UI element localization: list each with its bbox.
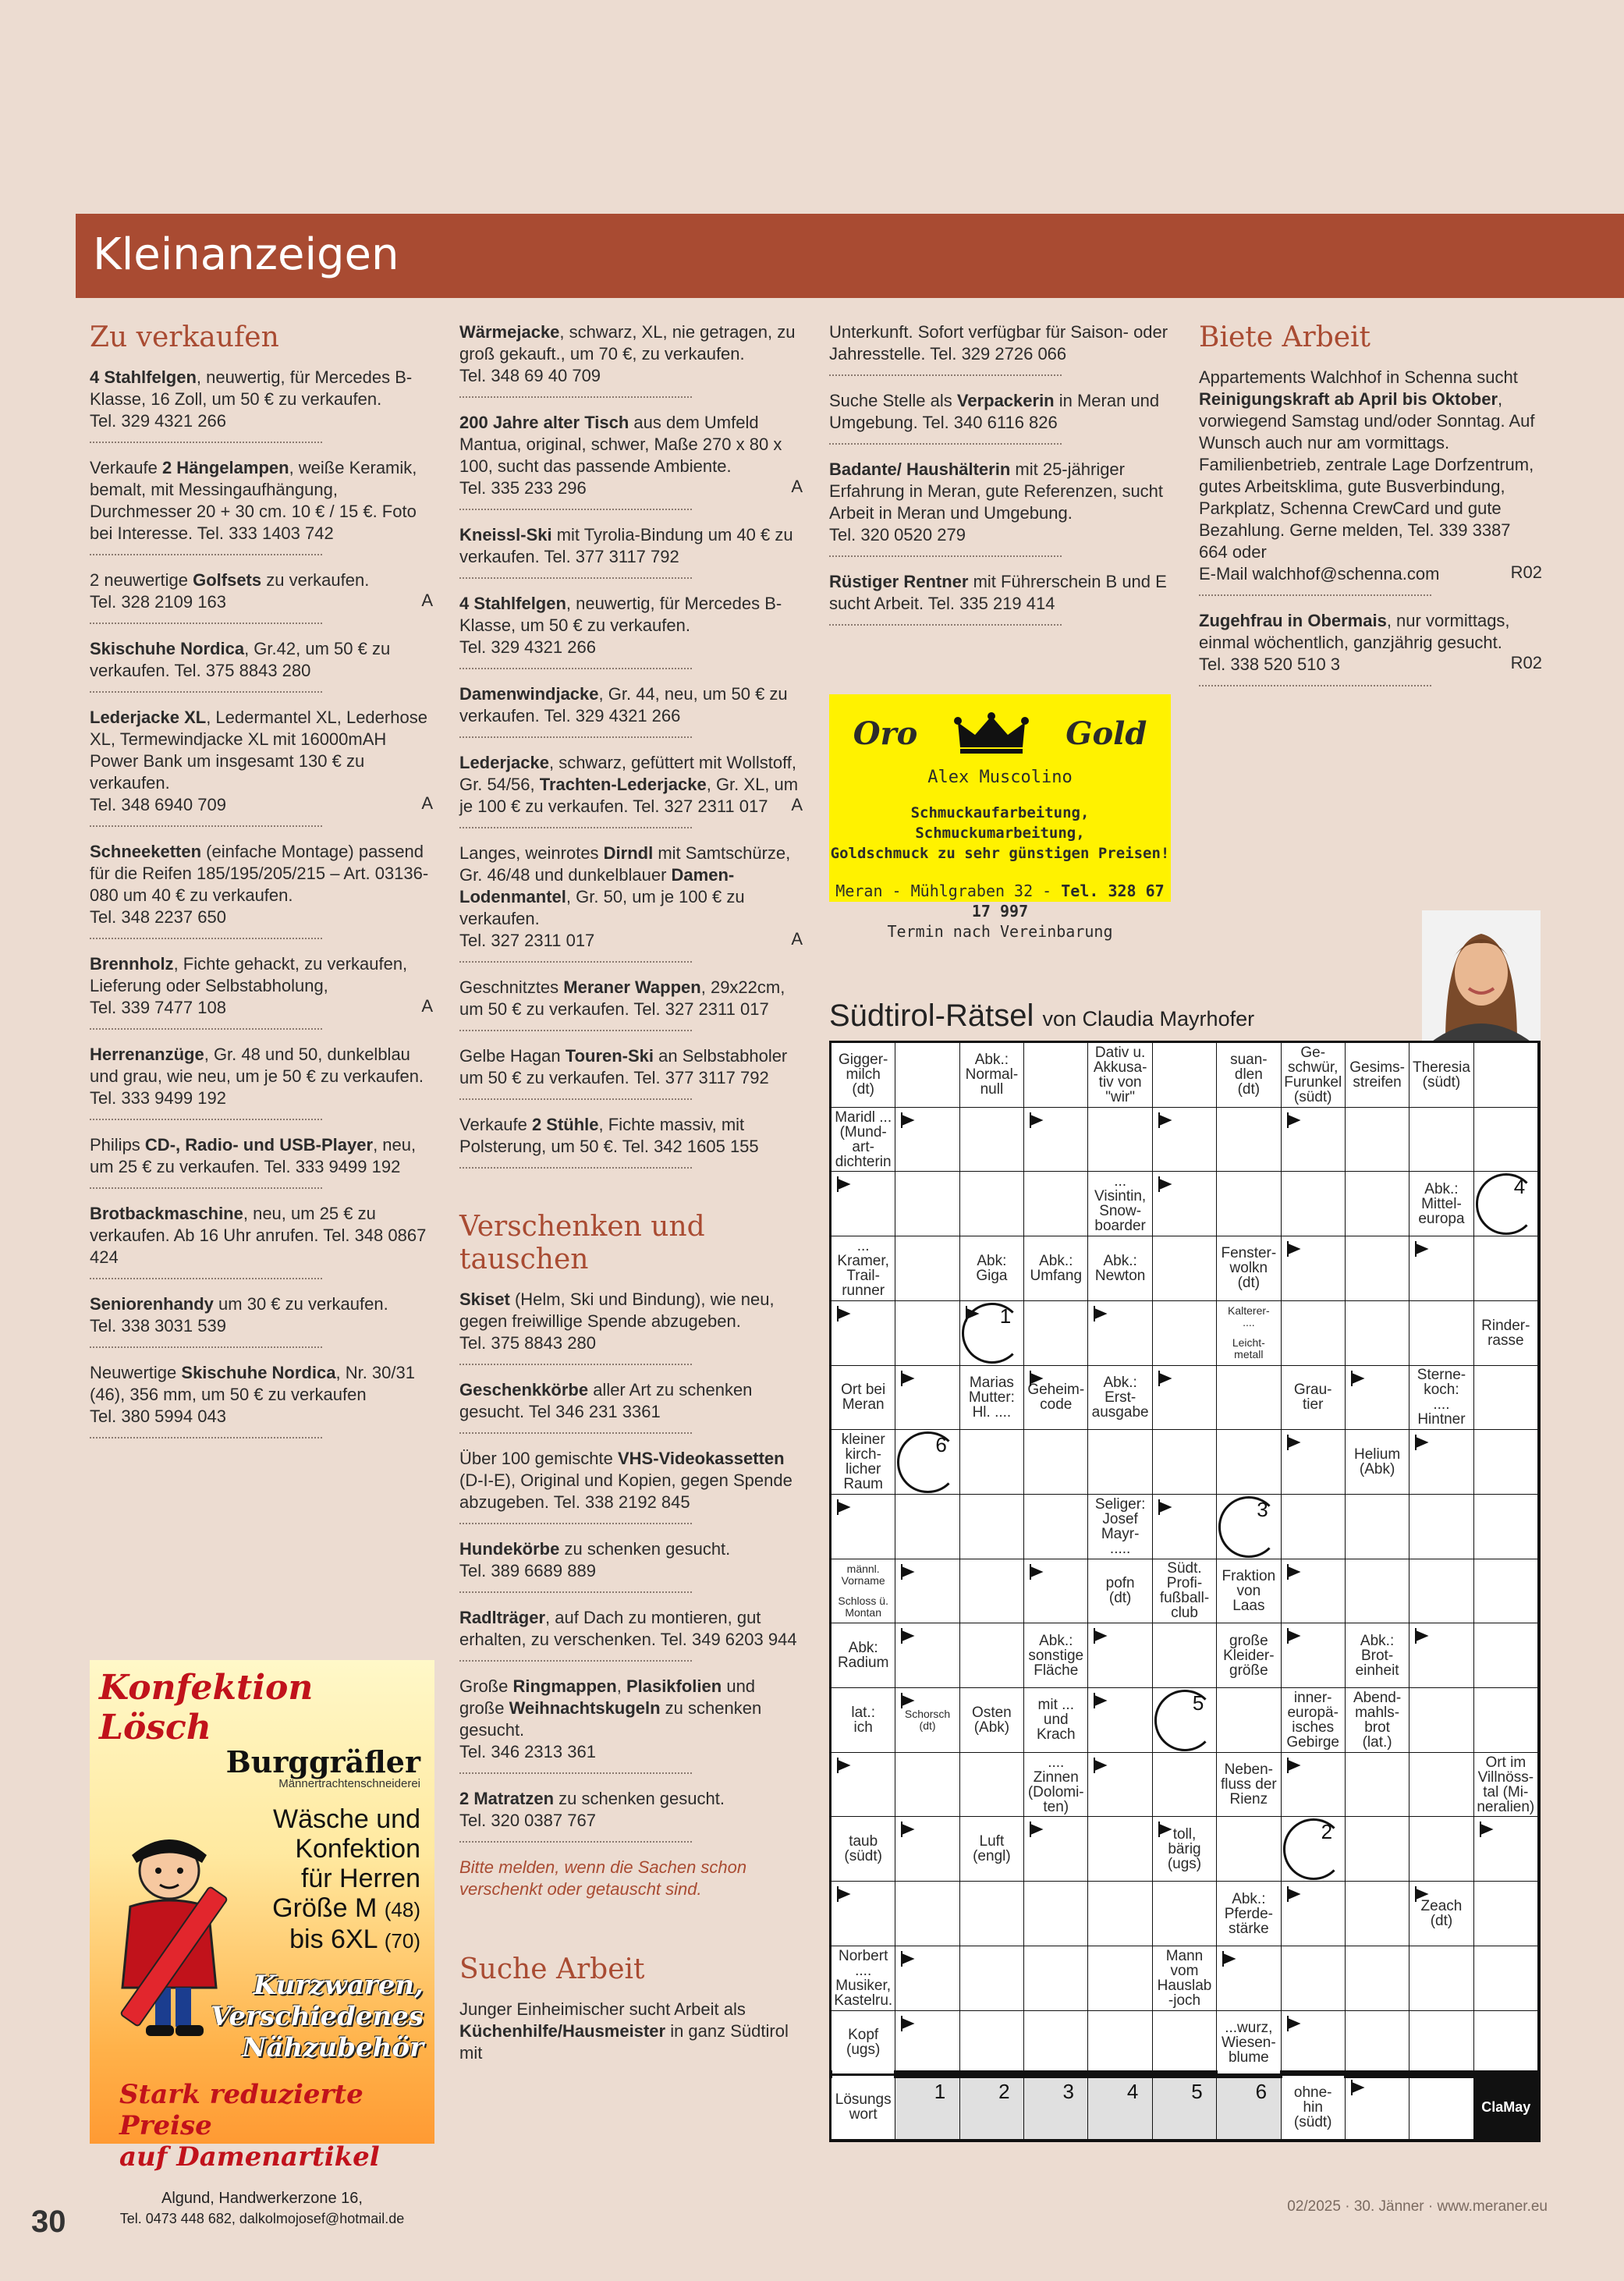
classified-ad: 2 neuwertige Golfsets zu verkaufen. Tel. 328 2109 163 A (90, 569, 433, 624)
konf-reduced: Stark reduzierte Preise auf Damenartikel (119, 2079, 380, 2173)
konf-title: Konfektion Lösch (99, 1668, 314, 1747)
solution-number-marker (897, 1431, 958, 1493)
crossword-cell[interactable] (1282, 1301, 1346, 1366)
solution-number: 6 (935, 1433, 947, 1457)
crossword-cell[interactable] (1024, 1043, 1088, 1108)
konf-kurzwaren: Kurzwaren, Verschiedenes Nähzubehör (211, 1970, 424, 2063)
classified-ad: 4 Stahlfelgen, neuwertig, für Mercedes B-Klasse, 16 Zoll, um 50 € zu verkaufen. Tel. 329 4321 266 (90, 367, 433, 443)
column-4 (1199, 321, 1542, 701)
konf-subtitle: Burggräfler (225, 1744, 420, 1779)
crossword-cell[interactable] (1024, 1946, 1088, 2011)
clue-arrow-icon (1158, 1499, 1172, 1517)
crossword-cell[interactable] (1474, 1946, 1538, 2011)
crossword-cell[interactable] (895, 1172, 959, 1236)
crossword-clue: Sterne- koch: .... Hintner (1410, 1367, 1472, 1429)
crossword-cell[interactable] (1153, 2075, 1217, 2140)
crossword-cell[interactable] (1474, 1108, 1538, 1172)
solution-number: 5 (1192, 1691, 1204, 1715)
crossword-cell[interactable] (1153, 1882, 1217, 1946)
crossword-cell[interactable] (1153, 1623, 1217, 1688)
classified-ad: Lederjacke XL, Ledermantel XL, Lederhose XL, Termewindjacke XL mit 16000mAH Power Bank um insgesamt 130 € zu verkaufen. Tel. 348 6940 709 A (90, 707, 433, 827)
clue-arrow-icon (1093, 1628, 1107, 1645)
classified-ad: Geschnitztes Meraner Wappen, 29x22cm, um 50 € zu verkaufen. Tel. 327 2311 017 (459, 977, 803, 1031)
crossword-cell[interactable] (1474, 1043, 1538, 1108)
crossword-cell[interactable] (1024, 1882, 1088, 1946)
clue-arrow-icon (1286, 1112, 1300, 1130)
crossword-clue: große Kleider- größe (1218, 1624, 1279, 1687)
crossword-clue: Kalterer- .... (1218, 1302, 1279, 1332)
crossword-cell[interactable] (1088, 1882, 1152, 1946)
oro-owner: Alex Muscolino (927, 768, 1073, 787)
solution-number: 1 (999, 1304, 1012, 1328)
solution-slot-number: 2 (998, 2080, 1010, 2104)
solution-number-marker (1154, 1690, 1215, 1751)
classified-ad: Herrenanzüge, Gr. 48 und 50, dunkelblau und grau, wie neu, um je 50 € zu verkaufen. Tel. 333 9499 192 (90, 1044, 433, 1120)
solution-number: 3 (1257, 1497, 1268, 1521)
solution-slot-number: 3 (1062, 2080, 1074, 2104)
classified-ad: Badante/ Haushälterin mit 25-jähriger Erfahrung in Meran, gute Referenzen, sucht Arbeit in Meran und Umgebung. Tel. 320 0520 279 (829, 459, 1172, 557)
crown-icon (956, 713, 1027, 754)
crossword-clue: Kopf (ugs) (832, 2012, 894, 2074)
crossword-cell[interactable] (1409, 1108, 1473, 1172)
crossword-cell[interactable] (1217, 2075, 1281, 2140)
crossword-clue: Ort bei Meran (832, 1367, 894, 1429)
crossword-cell[interactable] (1024, 1430, 1088, 1495)
classified-ad: Rüstiger Rentner mit Führerschein B und E sucht Arbeit. Tel. 335 219 414 (829, 571, 1172, 626)
classified-ad: Große Ringmappen, Plasikfolien und große Weihnachtskugeln zu schenken gesucht. Tel. 346 2313 361 (459, 1676, 803, 1774)
crossword-cell[interactable] (1217, 1688, 1281, 1753)
crossword-clue: Dativ u. Akkusa- tiv von "wir" (1089, 1044, 1151, 1106)
crossword-cell[interactable] (1346, 2011, 1409, 2076)
crossword-clue: Abk.: Erst- ausgabe (1089, 1367, 1151, 1429)
solution-slot-number: 1 (934, 2080, 946, 2104)
solution-number-marker (1476, 1173, 1537, 1235)
clue-arrow-icon (1286, 1886, 1300, 1903)
crossword-cell[interactable] (960, 2011, 1024, 2076)
crossword-cell[interactable] (1409, 1946, 1473, 2011)
clue-arrow-icon (836, 1499, 850, 1517)
clue-arrow-icon (1286, 1564, 1300, 1581)
clue-arrow-icon (1286, 2016, 1300, 2033)
konf-contact: Algund, Handwerkerzone 16, Tel. 0473 448 682, dalkolmojosef@hotmail.de (119, 2190, 405, 2226)
classified-ad: Verkaufe 2 Hängelampen, weiße Keramik, bemalt, mit Messingaufhängung, Durchmesser 20 + 30 cm. 10 € / 15 €. Foto bei Interesse. Tel. 333 1403 742 (90, 457, 433, 555)
ads-list-col2a (459, 321, 803, 1169)
crossword-cell[interactable] (1217, 1108, 1281, 1172)
classified-ad: 2 Matratzen zu schenken gesucht. Tel. 320 0387 767 (459, 1788, 803, 1843)
solution-number-marker (1283, 1818, 1344, 1880)
crossword-clue: .... Zinnen (Dolomi- ten) (1025, 1754, 1087, 1816)
crossword-cell[interactable] (1409, 1688, 1473, 1753)
classified-ad: Skischuhe Nordica, Gr.42, um 50 € zu verkaufen. Tel. 375 8843 280 (90, 638, 433, 693)
classified-ad: Über 100 gemischte VHS-Videokassetten (D-I-E), Original und Kopien, gegen Spende abzugeben. Tel. 338 2192 845 (459, 1448, 803, 1524)
solution-separator (832, 2070, 1538, 2078)
crossword-cell[interactable] (1474, 1623, 1538, 1688)
crossword-clue: Helium (Abk) (1346, 1431, 1408, 1493)
column-2 (459, 321, 803, 2089)
crossword-clue: ohne- hin (südt) (1282, 2076, 1344, 2138)
ad-suche-kuechenhilfe: Junger Einheimischer sucht Arbeit als Küchenhilfe/Hausmeister in ganz Südtirol mit (459, 1999, 789, 2063)
crossword-clue: Geheim- code (1025, 1367, 1087, 1429)
clue-arrow-icon (1222, 1951, 1236, 1968)
crossword-cell[interactable] (1346, 1882, 1409, 1946)
clue-arrow-icon (900, 1371, 914, 1388)
crossword-cell[interactable] (1409, 1753, 1473, 1818)
crossword-cell[interactable] (1409, 2011, 1473, 2076)
classified-ad: Langes, weinrotes Dirndl mit Samtschürze, Gr. 46/48 und dunkelblauer Damen-Lodenmantel, Gr. 50, um je 100 € zu verkaufen. Tel. 327 2311 017 A (459, 843, 803, 963)
crossword-clue: Leicht- metall (1218, 1334, 1279, 1364)
classified-ad: Damenwindjacke, Gr. 44, neu, um 50 € zu verkaufen. Tel. 329 4321 266 (459, 683, 803, 738)
crossword-clue: Marias Mutter: Hl. .... (961, 1367, 1023, 1429)
author-portrait-icon (1422, 910, 1541, 1043)
classified-ad: Kneissl-Ski mit Tyrolia-Bindung um 40 € zu verkaufen. Tel. 377 3117 792 (459, 524, 803, 579)
clue-arrow-icon (1414, 1886, 1428, 1903)
clue-arrow-icon (836, 1306, 850, 1323)
classified-ad: Skiset (Helm, Ski und Bindung), wie neu, gegen freiwillige Spende abzugeben. Tel. 375 8843 280 (459, 1289, 803, 1365)
crossword-cell[interactable] (1409, 1495, 1473, 1559)
crossword-clue: Abend- mahls- brot (lat.) (1346, 1689, 1408, 1751)
crossword-cell[interactable] (1346, 1559, 1409, 1624)
crossword-cell[interactable] (895, 1495, 959, 1559)
clue-arrow-icon (1029, 1822, 1043, 1839)
crossword-cell[interactable] (960, 1108, 1024, 1172)
classified-ad: Gelbe Hagan Touren-Ski an Selbstabholer um 50 € zu verkaufen. Tel. 377 3117 792 (459, 1045, 803, 1100)
clue-arrow-icon (836, 1886, 850, 1903)
crossword-cell[interactable] (1024, 1495, 1088, 1559)
clue-arrow-icon (965, 1306, 979, 1323)
crossword-clue: Gigger- milch (dt) (832, 1044, 894, 1106)
crossword-clue: Abk.: Pferde- stärke (1218, 1882, 1279, 1945)
clue-arrow-icon (900, 1628, 914, 1645)
classified-ad: Unterkunft. Sofort verfügbar für Saison- oder Jahresstelle. Tel. 329 2726 066 (829, 321, 1172, 376)
ad-code: A (421, 793, 433, 813)
section-title-verkaufen: Zu verkaufen (90, 321, 279, 353)
clue-arrow-icon (900, 1112, 914, 1130)
crossword-cell[interactable] (1088, 1946, 1152, 2011)
crossword-clue: Lösungs wort (832, 2076, 894, 2138)
classified-ad: 200 Jahre alter Tisch aus dem Umfeld Mantua, original, schwer, Maße 270 x 80 x 100, sucht das passende Ambiente. Tel. 335 233 296 A (459, 412, 803, 510)
clue-arrow-icon (900, 1822, 914, 1839)
clue-arrow-icon (900, 1951, 914, 1968)
crossword-cell[interactable] (1153, 1753, 1217, 1818)
section-title-biete: Biete Arbeit (1199, 321, 1371, 353)
crossword-clue: Abk.: Newton (1089, 1237, 1151, 1300)
crossword-cell[interactable] (895, 1882, 959, 1946)
crossword-cell[interactable] (1282, 1172, 1346, 1236)
crossword-cell[interactable] (895, 1236, 959, 1301)
clue-arrow-icon (1093, 1306, 1107, 1323)
issue-info: 02/2025 · 30. Jänner · www.meraner.eu (1287, 2198, 1548, 2215)
ad-code: R02 (1510, 653, 1542, 672)
crossword-clue: ... Kramer, Trail- runner (832, 1237, 894, 1300)
crossword-cell[interactable] (1024, 1301, 1088, 1366)
classified-ad: Geschenkkörbe aller Art zu schenken gesucht. Tel 346 231 3361 (459, 1379, 803, 1434)
crossword-grid[interactable] (829, 1041, 1541, 2142)
clue-arrow-icon (1414, 1628, 1428, 1645)
crossword-cell[interactable] (960, 1430, 1024, 1495)
crossword-cell[interactable] (960, 1559, 1024, 1624)
crossword-cell[interactable] (1024, 1172, 1088, 1236)
crossword-clue: Mann vom Hauslab -joch (1154, 1947, 1215, 2010)
crossword-cell[interactable] (960, 1753, 1024, 1818)
classified-ad: Suche Stelle als Verpackerin in Meran und Umgebung. Tel. 340 6116 826 (829, 390, 1172, 445)
crossword-clue: kleiner kirch- licher Raum (832, 1431, 894, 1493)
classified-ad: Brennholz, Fichte gehackt, zu verkaufen, Lieferung oder Selbstabholung, Tel. 339 7477 108 A (90, 953, 433, 1030)
raetsel-title: Südtirol-Rätsel von Claudia Mayrhofer (829, 999, 1255, 1033)
classified-ad: Brotbackmaschine, neu, um 25 € zu verkaufen. Ab 16 Uhr anrufen. Tel. 348 0867 424 (90, 1203, 433, 1279)
crossword-clue: Zeach (dt) (1410, 1882, 1472, 1945)
clue-arrow-icon (1414, 1435, 1428, 1452)
crossword-clue: inner- europä- isches Gebirge (1282, 1689, 1344, 1751)
clue-arrow-icon (1029, 1112, 1043, 1130)
crossword-cell[interactable] (1153, 1043, 1217, 1108)
crossword-cell[interactable] (1217, 1430, 1281, 1495)
crossword-cell[interactable] (960, 1172, 1024, 1236)
clue-arrow-icon (1093, 1693, 1107, 1710)
crossword-cell[interactable] (1217, 1817, 1281, 1882)
clue-arrow-icon (836, 1758, 850, 1775)
crossword-clue: pofn (dt) (1089, 1560, 1151, 1623)
crossword-clue: lat.: ich (832, 1689, 894, 1751)
tailor-figure-icon (108, 1832, 241, 2042)
crossword-cell[interactable] (1474, 1236, 1538, 1301)
crossword-clue: Grau- tier (1282, 1367, 1344, 1429)
crossword-cell[interactable] (1024, 2011, 1088, 2076)
clue-arrow-icon (1158, 1176, 1172, 1194)
crossword-cell[interactable] (1346, 1495, 1409, 1559)
crossword-clue: Osten (Abk) (961, 1689, 1023, 1751)
ad-code: A (421, 996, 433, 1016)
crossword-clue: Luft (engl) (961, 1818, 1023, 1880)
clue-arrow-icon (1286, 1435, 1300, 1452)
verschenken-note: Bitte melden, wenn die Sachen schon verschenkt oder getauscht sind. (459, 1857, 747, 1899)
clue-arrow-icon (1158, 1112, 1172, 1130)
author-photo (1422, 910, 1541, 1043)
crossword-cell[interactable] (1409, 1817, 1473, 1882)
crossword-cell[interactable] (960, 1946, 1024, 2011)
classified-ad: Verkaufe 2 Stühle, Fichte massiv, mit Polsterung, um 50 €. Tel. 342 1605 155 (459, 1114, 803, 1169)
clue-arrow-icon (900, 1693, 914, 1710)
clamay-brand: ClaMay (1474, 2075, 1538, 2140)
classified-ad: Appartements Walchhof in Schenna sucht Reinigungskraft ab April bis Oktober, vorwiegend Samstag und/oder Sonntag. Auf Wunsch auch nur am vormittags. Familienbetrieb, zentrale Lage Dorfzentrum, gutes Arbeitsklima, gute Busverbindung, Parkplatz, Schenna CrewCard und gute Bezahlung. Gerne melden, Tel. 339 3387 664 oder E-Mail walchhof@schenna.com R02 (1199, 367, 1542, 596)
ad-code: R02 (1510, 562, 1542, 582)
crossword-clue: Maridl ... (Mund- art- dichterin (832, 1109, 894, 1171)
crossword-clue: Abk.: Normal- null (961, 1044, 1023, 1106)
crossword-cell[interactable] (1474, 1430, 1538, 1495)
crossword-clue: Fraktion von Laas (1218, 1560, 1279, 1623)
crossword-cell[interactable] (895, 1753, 959, 1818)
crossword-cell[interactable] (960, 2075, 1024, 2140)
crossword-cell[interactable] (1346, 1172, 1409, 1236)
section-title-suche: Suche Arbeit (459, 1953, 645, 1985)
crossword-clue: toll, bärig (ugs) (1154, 1818, 1215, 1880)
clue-arrow-icon (1350, 2080, 1364, 2097)
solution-slot-number: 4 (1126, 2080, 1139, 2104)
classified-ad: 4 Stahlfelgen, neuwertig, für Mercedes B-Klasse, um 50 € zu verkaufen. Tel. 329 4321 266 (459, 593, 803, 669)
crossword-cell[interactable] (1153, 1430, 1217, 1495)
crossword-clue: Gesims- streifen (1346, 1044, 1408, 1106)
crossword-cell[interactable] (1153, 1236, 1217, 1301)
crossword-clue: Schorsch (dt) (896, 1689, 958, 1751)
clue-arrow-icon (1158, 1371, 1172, 1388)
crossword-cell[interactable] (1346, 1753, 1409, 1818)
clue-arrow-icon (1350, 1371, 1364, 1388)
crossword-cell[interactable] (895, 1301, 959, 1366)
clue-arrow-icon (1414, 1241, 1428, 1258)
crossword-cell[interactable] (1282, 1495, 1346, 1559)
crossword-clue: Fenster- wolkn (dt) (1218, 1237, 1279, 1300)
crossword-cell[interactable] (1282, 1946, 1346, 2011)
crossword-cell[interactable] (1217, 1172, 1281, 1236)
crossword-clue: ...wurz, Wiesen- blume (1218, 2012, 1279, 2074)
crossword-cell[interactable] (1153, 2011, 1217, 2076)
crossword-clue: Abk: Giga (961, 1237, 1023, 1300)
crossword-cell[interactable] (960, 1495, 1024, 1559)
clue-arrow-icon (1479, 1822, 1493, 1839)
ads-list-col1 (90, 367, 433, 1438)
crossword-clue: Schloss ü. Montan (832, 1592, 894, 1622)
clue-arrow-icon (1286, 1241, 1300, 1258)
clue-arrow-icon (900, 2016, 914, 2033)
ads-list-col4 (1199, 367, 1542, 686)
konf-offer: Wäsche und Konfektion für Herren Größe M (48) bis 6XL (70) (272, 1804, 420, 1954)
classified-ad: Zugehfrau in Obermais, nur vormittags, einmal wöchentlich, ganzjährig gesucht. Tel. 338 520 510 3 R02 (1199, 610, 1542, 686)
crossword-cell[interactable] (1217, 1366, 1281, 1431)
crossword-cell[interactable] (1088, 2011, 1152, 2076)
crossword-clue: Norbert .... Musiker, Kastelru. (832, 1947, 894, 2010)
konfektion-loesch-ad (90, 1660, 434, 2226)
oro-gold-logo: Oro Gold (829, 713, 1171, 754)
ad-code: A (791, 477, 803, 496)
crossword-cell[interactable] (1088, 2075, 1152, 2140)
crossword-clue: taub (südt) (832, 1818, 894, 1880)
crossword-cell[interactable] (1346, 1236, 1409, 1301)
oro-gold-ad (829, 694, 1171, 941)
oro-description: Schmuckaufarbeitung, Schmuckumarbeitung, Goldschmuck zu sehr günstigen Preisen! (830, 804, 1170, 862)
konf-tagline: Männertrachtenschneiderei (278, 1777, 420, 1790)
crossword-clue: suan- dlen (dt) (1218, 1044, 1279, 1106)
crossword-clue: Rinder- rasse (1475, 1302, 1537, 1364)
ads-list-col2b (459, 1289, 803, 1843)
page-title: Kleinanzeigen (76, 214, 1624, 298)
crossword-cell[interactable] (1088, 1817, 1152, 1882)
crossword-clue: Südt. Profi- fußball- club (1154, 1560, 1215, 1623)
crossword-cell[interactable] (1346, 1301, 1409, 1366)
solution-number: 4 (1513, 1175, 1526, 1199)
ads-list-col3 (829, 321, 1172, 626)
page-number: 30 (31, 2205, 66, 2239)
crossword-clue: Abk.: Brot- einheit (1346, 1624, 1408, 1687)
classified-ad: Wärmejacke, schwarz, XL, nie getragen, zu groß gekauft., um 70 €, zu verkaufen. Tel. 348 69 40 709 (459, 321, 803, 398)
clue-arrow-icon (836, 1176, 850, 1194)
crossword-cell[interactable] (895, 1043, 959, 1108)
clue-arrow-icon (1093, 1758, 1107, 1775)
clue-arrow-icon (1286, 1628, 1300, 1645)
crossword-clue: Ort im Villnöss- tal (Mi- neralien) (1475, 1754, 1537, 1816)
crossword-cell[interactable] (1088, 1430, 1152, 1495)
classified-ad: Lederjacke, schwarz, gefüttert mit Wollstoff, Gr. 54/56, Trachten-Lederjacke, Gr. XL, um je 100 € zu verkaufen. Tel. 327 2311 017 A (459, 752, 803, 828)
column-3 (829, 321, 1172, 640)
crossword-clue: männl. Vorname (832, 1560, 894, 1590)
crossword-cell[interactable] (1409, 1301, 1473, 1366)
solution-slot-number: 5 (1191, 2080, 1203, 2104)
classified-ad: Seniorenhandy um 30 € zu verkaufen. Tel. 338 3031 539 (90, 1293, 433, 1348)
clue-arrow-icon (1286, 1758, 1300, 1775)
crossword-cell[interactable] (895, 2075, 959, 2140)
crossword-cell[interactable] (1474, 1559, 1538, 1624)
crossword-cell[interactable] (1088, 1108, 1152, 1172)
classified-ad: Radlträger, auf Dach zu montieren, gut erhalten, zu verschenken. Tel. 349 6203 944 (459, 1607, 803, 1662)
ad-code: A (791, 929, 803, 949)
crossword-cell[interactable] (1409, 1559, 1473, 1624)
column-1 (90, 321, 433, 1453)
crossword-cell[interactable] (1474, 1366, 1538, 1431)
crossword-clue: mit ... und Krach (1025, 1689, 1087, 1751)
crossword-clue: Theresia (südt) (1410, 1044, 1472, 1106)
classified-ad: Philips CD-, Radio- und USB-Player, neu, um 25 € zu verkaufen. Tel. 333 9499 192 (90, 1134, 433, 1189)
crossword-cell[interactable] (1474, 1882, 1538, 1946)
crossword-clue: Abk: Radium (832, 1624, 894, 1687)
crossword-clue: Abk.: Umfang (1025, 1237, 1087, 1300)
solution-number: 2 (1321, 1820, 1333, 1844)
solution-number-marker (1218, 1496, 1279, 1558)
crossword-clue: Abk.: sonstige Fläche (1025, 1624, 1087, 1687)
solution-slot-number: 6 (1255, 2080, 1268, 2104)
clue-arrow-icon (1029, 1564, 1043, 1581)
crossword-cell[interactable] (1409, 2075, 1473, 2140)
section-title-verschenken: Verschenken und tauschen (459, 1211, 705, 1275)
crossword-cell[interactable] (1346, 1946, 1409, 2011)
crossword-clue: ... Visintin, Snow- boarder (1089, 1172, 1151, 1235)
crossword-cell[interactable] (1474, 1495, 1538, 1559)
crossword-cell[interactable] (960, 1882, 1024, 1946)
classified-ad: Hundekörbe zu schenken gesucht. Tel. 389 6689 889 (459, 1538, 803, 1593)
oro-address: Meran - Mühlgraben 32 - Tel. 328 67 17 997 Termin nach Vereinbarung (835, 882, 1165, 941)
crossword-cell[interactable] (1346, 1108, 1409, 1172)
ad-code: A (421, 591, 433, 610)
clue-arrow-icon (1029, 1371, 1043, 1388)
crossword-clue: Seliger: Josef Mayr- ..... (1089, 1495, 1151, 1558)
crossword-cell[interactable] (1346, 1817, 1409, 1882)
crossword-cell[interactable] (1474, 1688, 1538, 1753)
clue-arrow-icon (900, 1564, 914, 1581)
crossword-clue: Ge- schwür, Furunkel (südt) (1282, 1044, 1344, 1106)
ad-code: A (791, 795, 803, 814)
crossword-clue: Abk.: Mittel- europa (1410, 1172, 1472, 1235)
crossword-cell[interactable] (1474, 2011, 1538, 2076)
crossword-cell[interactable] (1024, 2075, 1088, 2140)
crossword-cell[interactable] (1153, 1301, 1217, 1366)
classified-ad: Schneeketten (einfache Montage) passend für die Reifen 185/195/205/215 – Art. 03136-080 um 40 € zu verkaufen. Tel. 348 2237 650 (90, 841, 433, 939)
crossword-clue: Neben- fluss der Rienz (1218, 1754, 1279, 1816)
crossword-cell[interactable] (960, 1623, 1024, 1688)
classified-ad: Neuwertige Skischuhe Nordica, Nr. 30/31 (46), 356 mm, um 50 € zu verkaufen Tel. 380 5994 043 (90, 1362, 433, 1438)
clue-arrow-icon (1158, 1822, 1172, 1839)
